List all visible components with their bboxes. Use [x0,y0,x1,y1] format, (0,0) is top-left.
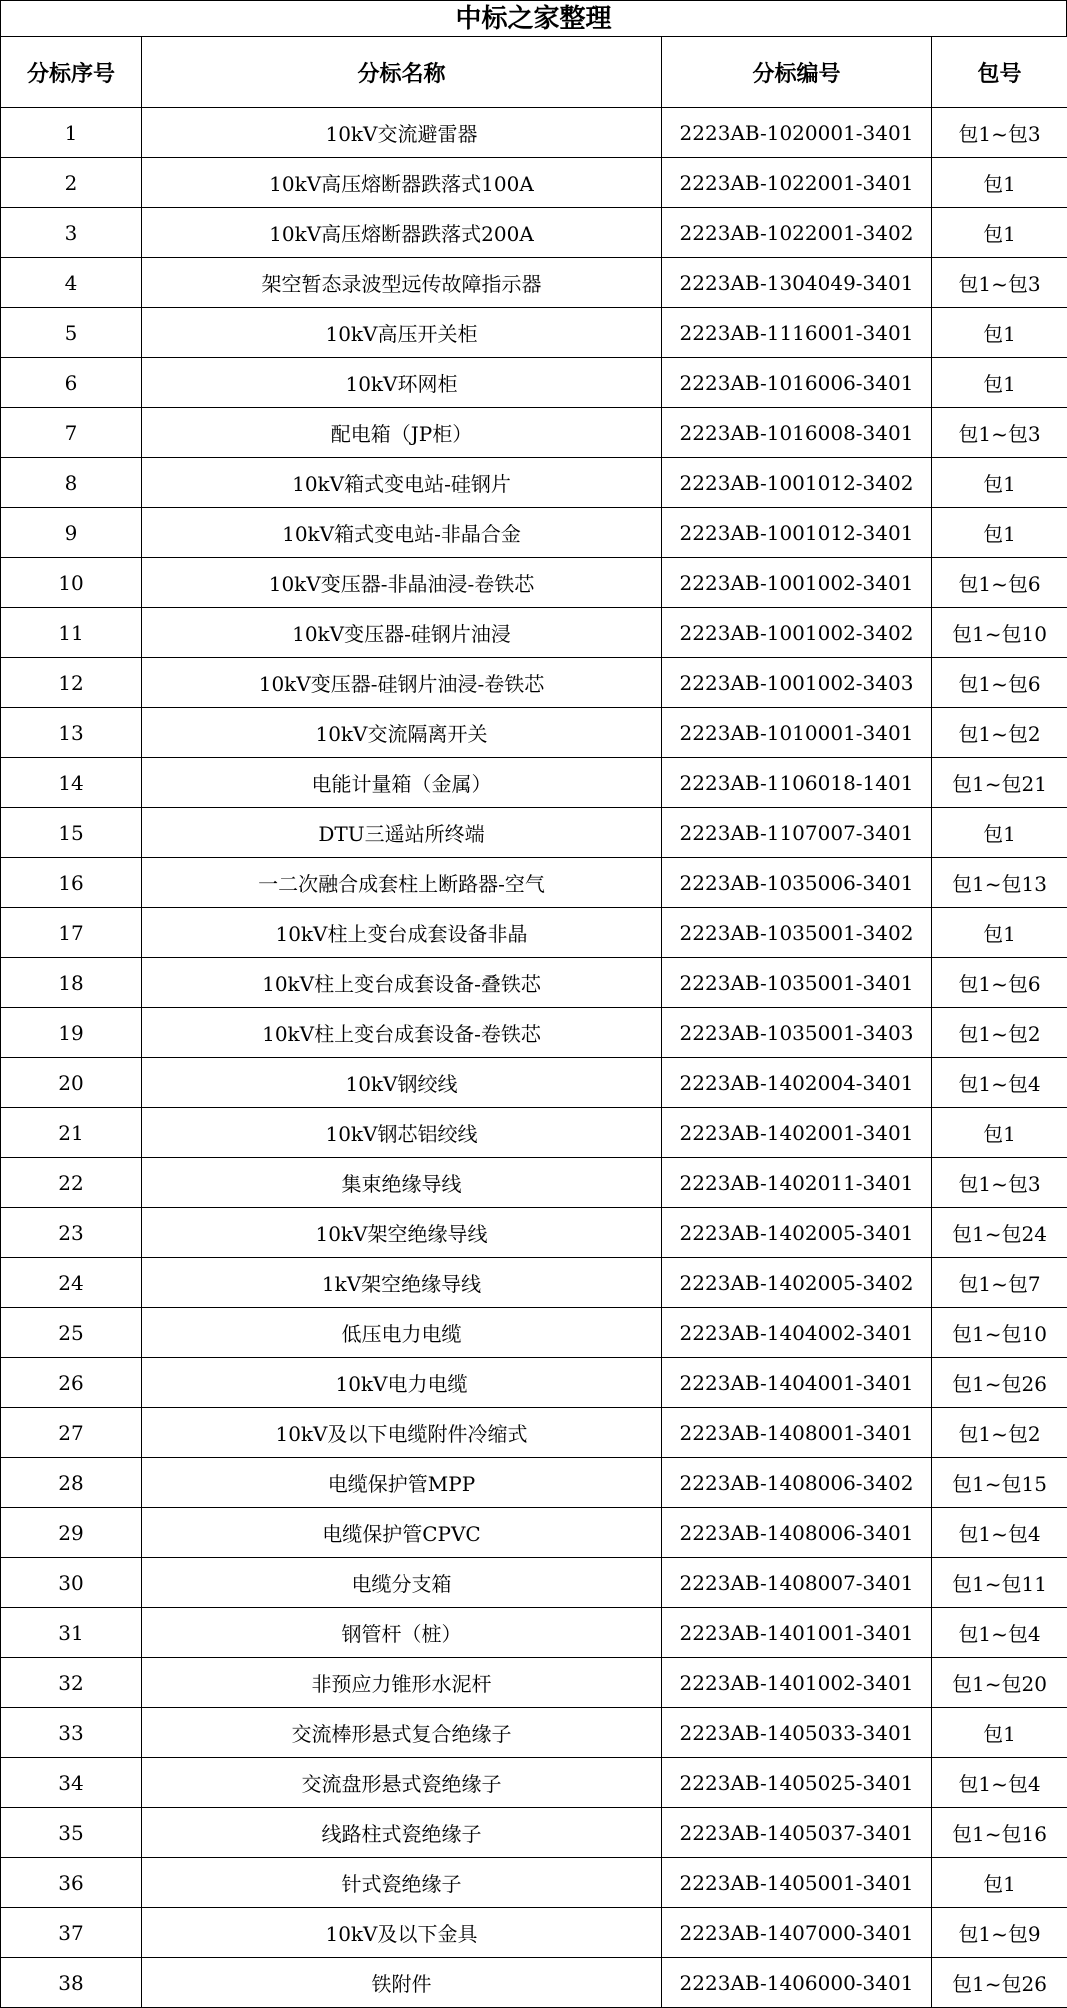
table-row [1,1058,1067,1108]
table-row [1,458,1067,508]
cell-package: 包1~包2 [932,708,1067,758]
cell-code: 2223AB-1408007-3401 [662,1558,932,1608]
cell-code: 2223AB-1106018-1401 [662,758,932,808]
cell-code: 2223AB-1116001-3401 [662,308,932,358]
cell-seq: 18 [1,958,142,1008]
cell-name: 10kV变压器-非晶油浸-卷铁芯 [142,558,662,608]
table-row [1,308,1067,358]
cell-code: 2223AB-1022001-3402 [662,208,932,258]
table-row [1,1958,1067,2008]
cell-package: 包1~包4 [932,1758,1067,1808]
cell-seq: 11 [1,608,142,658]
cell-package: 包1~包21 [932,758,1067,808]
cell-package: 包1 [932,1858,1067,1908]
cell-name: 1kV架空绝缘导线 [142,1258,662,1308]
cell-seq: 25 [1,1308,142,1358]
table-body [1,108,1067,2008]
table-row [1,158,1067,208]
cell-package: 包1~包24 [932,1208,1067,1258]
table-row [1,958,1067,1008]
cell-name: 一二次融合成套柱上断路器-空气 [142,858,662,908]
cell-code: 2223AB-1402001-3401 [662,1108,932,1158]
cell-seq: 31 [1,1608,142,1658]
table-row [1,1458,1067,1508]
cell-name: 10kV柱上变台成套设备-叠铁芯 [142,958,662,1008]
table-row [1,258,1067,308]
cell-code: 2223AB-1022001-3401 [662,158,932,208]
cell-name: 10kV电力电缆 [142,1358,662,1408]
cell-seq: 34 [1,1758,142,1808]
cell-seq: 16 [1,858,142,908]
cell-seq: 15 [1,808,142,858]
cell-name: 低压电力电缆 [142,1308,662,1358]
cell-seq: 36 [1,1858,142,1908]
table-row [1,358,1067,408]
cell-seq: 13 [1,708,142,758]
cell-seq: 23 [1,1208,142,1258]
header-name: 分标名称 [142,37,662,108]
table-row [1,1208,1067,1258]
cell-package: 包1~包4 [932,1508,1067,1558]
header-seq: 分标序号 [1,37,142,108]
cell-name: 10kV高压熔断器跌落式200A [142,208,662,258]
table-row [1,708,1067,758]
table-row [1,1508,1067,1558]
cell-seq: 19 [1,1008,142,1058]
header-row [1,37,1067,108]
cell-seq: 3 [1,208,142,258]
cell-seq: 37 [1,1908,142,1958]
cell-package: 包1 [932,358,1067,408]
cell-name: 钢管杆（桩） [142,1608,662,1658]
cell-code: 2223AB-1016008-3401 [662,408,932,458]
cell-name: 电能计量箱（金属） [142,758,662,808]
table-row [1,408,1067,458]
cell-package: 包1~包20 [932,1658,1067,1708]
cell-name: 交流棒形悬式复合绝缘子 [142,1708,662,1758]
cell-package: 包1 [932,1108,1067,1158]
cell-code: 2223AB-1406000-3401 [662,1958,932,2008]
document-title: 中标之家整理 [0,0,1067,36]
cell-name: 10kV箱式变电站-非晶合金 [142,508,662,558]
cell-name: 10kV变压器-硅钢片油浸 [142,608,662,658]
cell-name: 架空暂态录波型远传故障指示器 [142,258,662,308]
cell-seq: 14 [1,758,142,808]
header-code: 分标编号 [662,37,932,108]
cell-seq: 5 [1,308,142,358]
cell-package: 包1~包3 [932,108,1067,158]
cell-name: 电缆保护管MPP [142,1458,662,1508]
cell-code: 2223AB-1402011-3401 [662,1158,932,1208]
cell-package: 包1~包6 [932,658,1067,708]
cell-code: 2223AB-1402005-3402 [662,1258,932,1308]
cell-name: 非预应力锥形水泥杆 [142,1658,662,1708]
cell-code: 2223AB-1035001-3403 [662,1008,932,1058]
cell-seq: 29 [1,1508,142,1558]
table-row [1,1008,1067,1058]
cell-seq: 10 [1,558,142,608]
cell-code: 2223AB-1035001-3402 [662,908,932,958]
table-row [1,1408,1067,1458]
cell-name: 集束绝缘导线 [142,1158,662,1208]
cell-code: 2223AB-1408006-3402 [662,1458,932,1508]
cell-seq: 12 [1,658,142,708]
cell-package: 包1~包26 [932,1358,1067,1408]
cell-name: 10kV高压熔断器跌落式100A [142,158,662,208]
cell-seq: 4 [1,258,142,308]
cell-seq: 38 [1,1958,142,2008]
table-row [1,758,1067,808]
cell-code: 2223AB-1010001-3401 [662,708,932,758]
cell-name: DTU三遥站所终端 [142,808,662,858]
cell-seq: 1 [1,108,142,158]
cell-package: 包1 [932,308,1067,358]
table-row [1,858,1067,908]
cell-name: 10kV箱式变电站-硅钢片 [142,458,662,508]
header-package: 包号 [932,37,1067,108]
cell-seq: 9 [1,508,142,558]
cell-package: 包1~包3 [932,1158,1067,1208]
table-row [1,208,1067,258]
cell-seq: 27 [1,1408,142,1458]
cell-package: 包1~包13 [932,858,1067,908]
cell-package: 包1~包10 [932,608,1067,658]
cell-package: 包1 [932,208,1067,258]
cell-seq: 17 [1,908,142,958]
cell-name: 10kV及以下金具 [142,1908,662,1958]
cell-code: 2223AB-1401001-3401 [662,1608,932,1658]
cell-name: 10kV架空绝缘导线 [142,1208,662,1258]
cell-code: 2223AB-1001002-3402 [662,608,932,658]
cell-code: 2223AB-1035001-3401 [662,958,932,1008]
cell-name: 铁附件 [142,1958,662,2008]
cell-seq: 30 [1,1558,142,1608]
table-row [1,1308,1067,1358]
cell-package: 包1~包4 [932,1608,1067,1658]
cell-name: 10kV变压器-硅钢片油浸-卷铁芯 [142,658,662,708]
cell-code: 2223AB-1407000-3401 [662,1908,932,1958]
cell-code: 2223AB-1020001-3401 [662,108,932,158]
table-row [1,1608,1067,1658]
table-row [1,1908,1067,1958]
table-header [1,37,1067,108]
cell-name: 10kV柱上变台成套设备非晶 [142,908,662,958]
table-row [1,558,1067,608]
cell-seq: 28 [1,1458,142,1508]
cell-seq: 8 [1,458,142,508]
cell-code: 2223AB-1402005-3401 [662,1208,932,1258]
cell-package: 包1~包3 [932,258,1067,308]
cell-seq: 22 [1,1158,142,1208]
table-row [1,1808,1067,1858]
cell-seq: 21 [1,1108,142,1158]
table-row [1,1158,1067,1208]
cell-code: 2223AB-1035006-3401 [662,858,932,908]
cell-package: 包1~包16 [932,1808,1067,1858]
cell-name: 交流盘形悬式瓷绝缘子 [142,1758,662,1808]
cell-code: 2223AB-1405033-3401 [662,1708,932,1758]
cell-code: 2223AB-1408001-3401 [662,1408,932,1458]
cell-name: 10kV交流隔离开关 [142,708,662,758]
table-row [1,108,1067,158]
table-row [1,1858,1067,1908]
cell-code: 2223AB-1001002-3403 [662,658,932,708]
cell-name: 10kV交流避雷器 [142,108,662,158]
table-row [1,1108,1067,1158]
cell-code: 2223AB-1402004-3401 [662,1058,932,1108]
table-row [1,1758,1067,1808]
cell-name: 10kV钢芯铝绞线 [142,1108,662,1158]
cell-seq: 35 [1,1808,142,1858]
cell-name: 10kV钢绞线 [142,1058,662,1108]
cell-package: 包1 [932,908,1067,958]
cell-code: 2223AB-1404002-3401 [662,1308,932,1358]
cell-seq: 20 [1,1058,142,1108]
cell-code: 2223AB-1304049-3401 [662,258,932,308]
cell-package: 包1 [932,808,1067,858]
cell-name: 10kV及以下电缆附件冷缩式 [142,1408,662,1458]
cell-package: 包1~包7 [932,1258,1067,1308]
cell-seq: 7 [1,408,142,458]
cell-code: 2223AB-1001012-3402 [662,458,932,508]
cell-package: 包1~包15 [932,1458,1067,1508]
cell-package: 包1~包11 [932,1558,1067,1608]
cell-seq: 24 [1,1258,142,1308]
cell-code: 2223AB-1405025-3401 [662,1758,932,1808]
cell-name: 线路柱式瓷绝缘子 [142,1808,662,1858]
cell-package: 包1~包6 [932,558,1067,608]
cell-package: 包1~包3 [932,408,1067,458]
cell-package: 包1~包2 [932,1008,1067,1058]
table-row [1,508,1067,558]
cell-package: 包1 [932,1708,1067,1758]
table-row [1,1358,1067,1408]
table-row [1,1558,1067,1608]
cell-package: 包1 [932,508,1067,558]
cell-name: 配电箱（JP柜） [142,408,662,458]
cell-code: 2223AB-1107007-3401 [662,808,932,858]
cell-code: 2223AB-1408006-3401 [662,1508,932,1558]
cell-name: 10kV柱上变台成套设备-卷铁芯 [142,1008,662,1058]
table-row [1,1658,1067,1708]
cell-package: 包1~包2 [932,1408,1067,1458]
cell-package: 包1~包6 [932,958,1067,1008]
cell-package: 包1~包9 [932,1908,1067,1958]
table-row [1,608,1067,658]
cell-name: 针式瓷绝缘子 [142,1858,662,1908]
cell-seq: 33 [1,1708,142,1758]
cell-package: 包1~包4 [932,1058,1067,1108]
cell-package: 包1~包26 [932,1958,1067,2008]
cell-code: 2223AB-1016006-3401 [662,358,932,408]
cell-package: 包1~包10 [932,1308,1067,1358]
cell-code: 2223AB-1404001-3401 [662,1358,932,1408]
table-row [1,1258,1067,1308]
cell-name: 10kV高压开关柜 [142,308,662,358]
cell-seq: 26 [1,1358,142,1408]
bid-table [0,36,1067,2008]
cell-seq: 2 [1,158,142,208]
cell-code: 2223AB-1405001-3401 [662,1858,932,1908]
cell-code: 2223AB-1001002-3401 [662,558,932,608]
cell-code: 2223AB-1001012-3401 [662,508,932,558]
table-row [1,808,1067,858]
cell-package: 包1 [932,158,1067,208]
table-row [1,1708,1067,1758]
cell-seq: 6 [1,358,142,408]
table-row [1,908,1067,958]
cell-name: 电缆分支箱 [142,1558,662,1608]
cell-code: 2223AB-1401002-3401 [662,1658,932,1708]
cell-name: 电缆保护管CPVC [142,1508,662,1558]
table-row [1,658,1067,708]
cell-name: 10kV环网柜 [142,358,662,408]
cell-package: 包1 [932,458,1067,508]
cell-code: 2223AB-1405037-3401 [662,1808,932,1858]
cell-seq: 32 [1,1658,142,1708]
